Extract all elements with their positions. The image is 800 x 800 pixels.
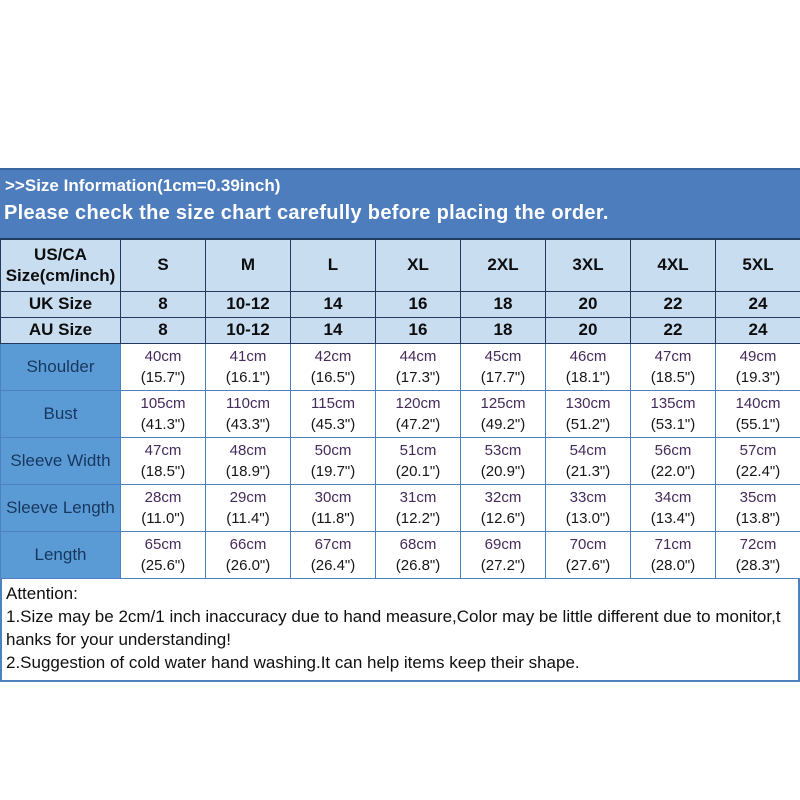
size-chart-notice: Please check the size chart carefully before placing the order. <box>4 202 609 224</box>
measurement-value-cell <box>291 531 376 578</box>
attention-line: 2.Suggestion of cold water hand washing.It can help items keep their shape. <box>6 652 580 672</box>
cm-value: 33cm <box>569 488 607 506</box>
size-info-title: >>Size Information(1cm=0.39inch) <box>5 176 281 195</box>
inch-value: (41.3") <box>140 415 186 433</box>
measurement-value-cell <box>376 390 461 437</box>
inch-value: (19.3") <box>735 368 781 386</box>
measurement-value-cell <box>206 484 291 531</box>
uk-size-row <box>1 291 800 317</box>
uk-size-value: 22 <box>631 291 716 317</box>
measurement-value-cell <box>631 343 716 390</box>
inch-value: (13.0") <box>565 509 611 527</box>
measurement-value-cell <box>461 390 546 437</box>
inch-value: (25.6") <box>140 556 186 574</box>
cm-value: 130cm <box>565 394 611 412</box>
inch-value: (18.1") <box>565 368 611 386</box>
cm-value: 42cm <box>314 347 352 365</box>
cm-value: 110cm <box>226 394 270 412</box>
cm-value: 45cm <box>484 347 522 365</box>
inch-value: (18.5") <box>650 368 696 386</box>
measurement-value-cell <box>461 484 546 531</box>
measurement-label: Sleeve Length <box>1 484 121 531</box>
inch-value: (26.4") <box>310 556 356 574</box>
inch-value: (27.6") <box>565 556 611 574</box>
measurement-value-cell <box>631 437 716 484</box>
measurement-value-cell <box>121 437 206 484</box>
uk-size-label: UK Size <box>1 291 121 317</box>
measurement-value-cell <box>291 484 376 531</box>
inch-value: (20.1") <box>395 462 441 480</box>
measurement-value-cell <box>546 484 631 531</box>
inch-value: (28.3") <box>735 556 781 574</box>
inch-value: (21.3") <box>565 462 611 480</box>
inch-value: (19.7") <box>310 462 356 480</box>
cm-value: 115cm <box>311 394 355 412</box>
inch-value: (49.2") <box>480 415 526 433</box>
size-column-header: S <box>121 239 206 291</box>
size-column-header: 2XL <box>461 239 546 291</box>
measurement-value-cell <box>546 390 631 437</box>
cm-value: 66cm <box>229 535 267 553</box>
cm-value: 32cm <box>484 488 522 506</box>
measurement-value-cell <box>376 484 461 531</box>
inch-value: (28.0") <box>650 556 696 574</box>
au-size-value: 22 <box>631 317 716 343</box>
measurement-row <box>1 531 800 578</box>
attention-box <box>0 579 800 682</box>
au-size-value: 10-12 <box>206 317 291 343</box>
measurement-value-cell <box>206 343 291 390</box>
measurement-value-cell <box>291 390 376 437</box>
measurement-value-cell <box>291 437 376 484</box>
size-column-header: L <box>291 239 376 291</box>
cm-value: 46cm <box>569 347 607 365</box>
uk-size-value: 14 <box>291 291 376 317</box>
inch-value: (18.5") <box>140 462 186 480</box>
cm-value: 56cm <box>654 441 692 459</box>
size-chart-page <box>0 168 800 682</box>
cm-value: 125cm <box>480 394 526 412</box>
measurement-value-cell <box>121 484 206 531</box>
inch-value: (26.0") <box>225 556 271 574</box>
cm-value: 30cm <box>314 488 352 506</box>
inch-value: (43.3") <box>225 415 271 433</box>
measurement-value-cell <box>376 437 461 484</box>
inch-value: (45.3") <box>310 415 356 433</box>
cm-value: 140cm <box>735 394 781 412</box>
cm-value: 31cm <box>399 488 437 506</box>
au-size-value: 14 <box>291 317 376 343</box>
cm-value: 68cm <box>399 535 437 553</box>
inch-value: (12.2") <box>395 509 441 527</box>
measurement-value-cell <box>546 343 631 390</box>
cm-value: 120cm <box>395 394 441 412</box>
size-column-header: 3XL <box>546 239 631 291</box>
measurement-value-cell <box>121 343 206 390</box>
au-size-value: 16 <box>376 317 461 343</box>
inch-value: (51.2") <box>565 415 611 433</box>
uk-size-value: 16 <box>376 291 461 317</box>
inch-value: (17.7") <box>480 368 526 386</box>
au-size-row <box>1 317 800 343</box>
measurement-value-cell <box>631 390 716 437</box>
cm-value: 49cm <box>739 347 777 365</box>
cm-value: 69cm <box>484 535 522 553</box>
inch-value: (11.0") <box>141 509 185 527</box>
measurement-value-cell <box>631 484 716 531</box>
cm-value: 51cm <box>399 441 437 459</box>
cm-value: 48cm <box>229 441 267 459</box>
cm-value: 57cm <box>739 441 777 459</box>
inch-value: (11.4") <box>226 509 270 527</box>
inch-value: (18.9") <box>225 462 271 480</box>
measurement-label: Shoulder <box>1 343 121 390</box>
measurement-value-cell <box>716 343 800 390</box>
size-column-header: 5XL <box>716 239 800 291</box>
measurement-row <box>1 484 800 531</box>
cm-value: 35cm <box>739 488 777 506</box>
cm-value: 71cm <box>654 535 692 553</box>
measurement-value-cell <box>206 531 291 578</box>
cm-value: 70cm <box>569 535 607 553</box>
au-size-value: 20 <box>546 317 631 343</box>
cm-value: 34cm <box>654 488 692 506</box>
cm-value: 65cm <box>144 535 182 553</box>
corner-header-cell <box>1 239 121 291</box>
measurement-value-cell <box>716 484 800 531</box>
size-column-header: XL <box>376 239 461 291</box>
measurement-value-cell <box>716 531 800 578</box>
cm-value: 41cm <box>229 347 267 365</box>
attention-heading: Attention: <box>6 583 78 603</box>
measurement-value-cell <box>206 390 291 437</box>
inch-value: (11.8") <box>311 509 355 527</box>
cm-value: 135cm <box>650 394 696 412</box>
size-info-banner <box>0 168 800 238</box>
measurement-value-cell <box>461 531 546 578</box>
inch-value: (26.8") <box>395 556 441 574</box>
uk-size-value: 20 <box>546 291 631 317</box>
cm-value: 29cm <box>229 488 267 506</box>
size-column-header: M <box>206 239 291 291</box>
cm-value: 47cm <box>654 347 692 365</box>
measurement-value-cell <box>546 437 631 484</box>
au-size-value: 24 <box>716 317 800 343</box>
measurement-value-cell <box>461 437 546 484</box>
uk-size-value: 24 <box>716 291 800 317</box>
cm-value: 72cm <box>739 535 777 553</box>
measurement-row <box>1 437 800 484</box>
measurement-value-cell <box>291 343 376 390</box>
measurement-value-cell <box>206 437 291 484</box>
measurement-row <box>1 390 800 437</box>
inch-value: (22.0") <box>650 462 696 480</box>
cm-value: 28cm <box>144 488 182 506</box>
uk-size-value: 10-12 <box>206 291 291 317</box>
au-size-label: AU Size <box>1 317 121 343</box>
inch-value: (53.1") <box>650 415 696 433</box>
inch-value: (16.1") <box>225 368 271 386</box>
measurement-value-cell <box>546 531 631 578</box>
inch-value: (47.2") <box>395 415 441 433</box>
au-size-value: 18 <box>461 317 546 343</box>
measurement-label: Bust <box>1 390 121 437</box>
inch-value: (12.6") <box>480 509 526 527</box>
inch-value: (15.7") <box>140 368 186 386</box>
attention-line: hanks for your understanding! <box>6 629 231 649</box>
cm-value: 40cm <box>144 347 182 365</box>
measurement-row <box>1 343 800 390</box>
measurement-value-cell <box>461 343 546 390</box>
inch-value: (16.5") <box>310 368 356 386</box>
inch-value: (17.3") <box>395 368 441 386</box>
inch-value: (13.4") <box>650 509 696 527</box>
inch-value: (13.8") <box>735 509 781 527</box>
corner-line2: Size(cm/inch) <box>5 266 116 286</box>
size-header-row <box>1 239 800 291</box>
measurement-value-cell <box>376 343 461 390</box>
cm-value: 47cm <box>144 441 182 459</box>
measurement-value-cell <box>631 531 716 578</box>
cm-value: 50cm <box>314 441 352 459</box>
measurement-value-cell <box>121 531 206 578</box>
inch-value: (55.1") <box>735 415 781 433</box>
cm-value: 105cm <box>140 394 186 412</box>
cm-value: 44cm <box>399 347 437 365</box>
measurement-value-cell <box>376 531 461 578</box>
measurement-value-cell <box>716 437 800 484</box>
cm-value: 67cm <box>314 535 352 553</box>
uk-size-value: 18 <box>461 291 546 317</box>
attention-line: 1.Size may be 2cm/1 inch inaccuracy due to hand measure,Color may be little different due to monitor,t <box>6 606 781 626</box>
measurement-label: Sleeve Width <box>1 437 121 484</box>
au-size-value: 8 <box>121 317 206 343</box>
size-column-header: 4XL <box>631 239 716 291</box>
inch-value: (27.2") <box>480 556 526 574</box>
cm-value: 53cm <box>484 441 522 459</box>
measurement-value-cell <box>716 390 800 437</box>
size-table <box>0 238 800 579</box>
measurement-value-cell <box>121 390 206 437</box>
inch-value: (20.9") <box>480 462 526 480</box>
uk-size-value: 8 <box>121 291 206 317</box>
measurement-label: Length <box>1 531 121 578</box>
cm-value: 54cm <box>569 441 607 459</box>
corner-line1: US/CA <box>34 245 87 265</box>
inch-value: (22.4") <box>735 462 781 480</box>
